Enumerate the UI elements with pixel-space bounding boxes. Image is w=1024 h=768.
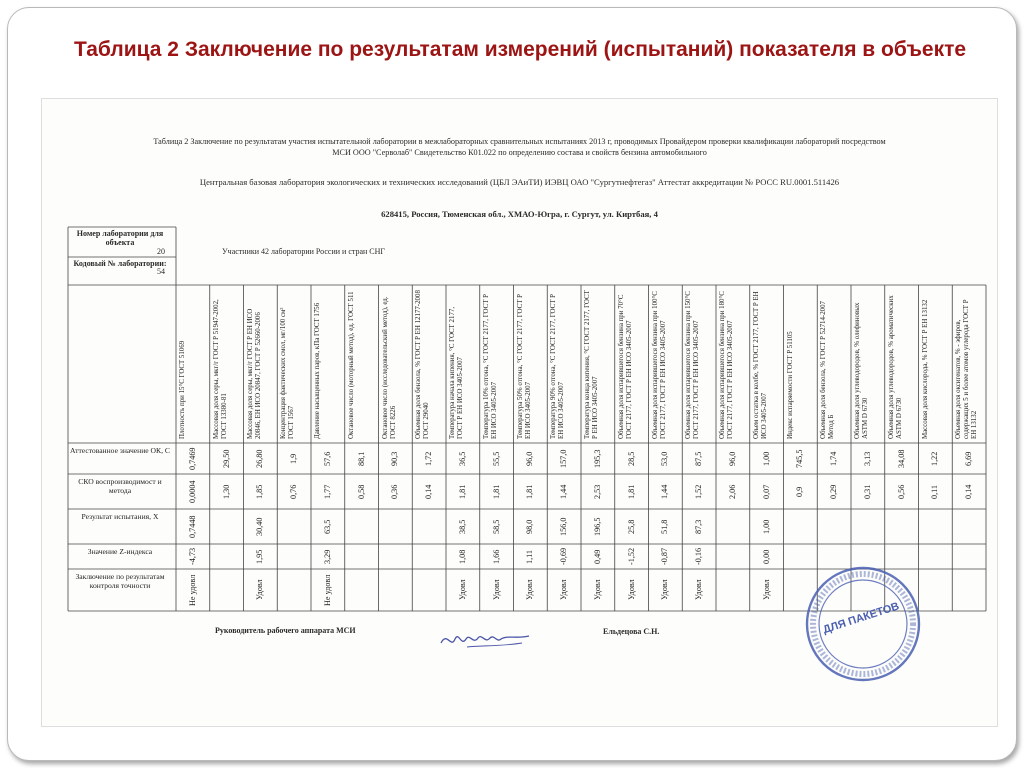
column-header: Температура конца кипения, °С ГОСТ 2177, ГОСТ Р ЕН ИСО 3405-2007	[584, 290, 599, 439]
table-cell: 1,22	[930, 451, 940, 466]
round-stamp-icon	[799, 559, 929, 689]
table-cell: 6,69	[964, 451, 974, 466]
table-cell: 2,06	[727, 484, 737, 499]
row-label: Аттестованное значение ОК, С	[70, 446, 170, 455]
table-cell: 53,0	[660, 451, 670, 466]
table-cell: Удовл	[592, 579, 602, 601]
table-cell: 51,8	[660, 519, 670, 534]
table-cell: Удовл	[626, 579, 636, 601]
table-cell: 0,36	[390, 484, 400, 499]
table-cell: 1,9	[289, 453, 299, 464]
table-cell: 55,5	[491, 451, 501, 466]
table-cell: -1,52	[626, 547, 636, 566]
table-cell: -0,87	[660, 547, 670, 566]
column-header: Массовая доля серы, мкг/г ГОСТ Р 51947-2002, ГОСТ 13380-81	[212, 299, 228, 439]
scanned-document	[41, 98, 998, 727]
table-cell: 58,5	[491, 519, 501, 534]
row-label: Заключение по результатам контроля точности	[75, 572, 165, 590]
table-cell: 1,00	[761, 519, 771, 534]
column-header: Массовая доля кислорода, % ГОСТ Р ЕН 13132	[921, 299, 929, 439]
code-value: 54	[157, 267, 165, 276]
table-cell: 1,81	[491, 484, 501, 499]
column-header: Индекс испаряемости ГОСТ Р 51105	[786, 331, 794, 439]
table-cell: 156,0	[559, 517, 569, 536]
table-cell: Удовл	[694, 579, 704, 601]
column-header: Октановое число (исследовательский метод), ед. ГОСТ 8226	[381, 296, 397, 439]
table-cell: Удовл	[255, 579, 265, 601]
table-cell: -4,73	[187, 547, 197, 566]
column-header: Объемная доля углеводородов, % олефиновых ASTM D 6730	[854, 302, 869, 439]
table-cell: 0,76	[289, 484, 299, 499]
table-cell: 1,81	[626, 484, 636, 499]
table-cell: 87,3	[694, 519, 704, 534]
table-cell: 0,29	[829, 484, 839, 499]
table-cell: 30,40	[255, 517, 265, 536]
table-cell: 0,7469	[187, 447, 197, 470]
column-header: Температура 10% отгона, °С ГОСТ 2177, ГОСТ Р ЕН ИСО 3405-2007	[482, 294, 498, 439]
table-cell: 1,81	[525, 484, 535, 499]
table-cell: 0,7448	[187, 515, 197, 538]
table-cell: 96,0	[525, 451, 535, 466]
table-cell: 196,5	[592, 517, 602, 536]
signer-name: Ельдецова С.Н.	[603, 627, 660, 636]
column-header: Концентрация фактических смол, мг/100 см³ ГОСТ 1567	[280, 307, 296, 439]
table-cell: 745,5	[795, 449, 805, 468]
table-cell: 0,07	[761, 484, 771, 499]
table-cell: 98,0	[525, 519, 535, 534]
table-cell: 63,5	[322, 519, 332, 534]
column-header: Объемная доля оксигенатов, % - эфиров, содержащих 5 и более атомов углерода ГОСТ Р ЕН 13132	[955, 299, 979, 439]
column-header: Объемная доля бензола, % ГОСТ Р ЕН 12177-2008 ГОСТ 29040	[415, 290, 431, 439]
table-cell: 1,11	[525, 549, 535, 564]
column-header: Объемная доля испарившегося бензина при 150°С ГОСТ 2177, ГОСТ Р ЕН ИСО 3405-2007	[685, 291, 701, 439]
table-cell: 1,74	[829, 451, 839, 466]
table-cell: 1,95	[255, 549, 265, 564]
signature-icon	[437, 627, 537, 653]
table-cell: 29,50	[221, 449, 231, 468]
table-cell: 1,44	[559, 484, 569, 499]
table-cell: 1,08	[457, 549, 467, 564]
table-cell: 1,30	[221, 484, 231, 499]
table-cell: Удовл	[660, 579, 670, 601]
column-header: Объемная доля испарившегося бензина при 180°С ГОСТ 2177, ГОСТ Р ЕН ИСО 3405-2007	[719, 291, 734, 439]
address-line: 628415, Россия, Тюменская обл., ХМАО-Югра, г. Сургут, ул. Киртбая, 4	[381, 209, 658, 219]
table-cell: 0,00	[761, 549, 771, 564]
slide-title: Таблица 2 Заключение по результатам измерений (испытаний) показателя в объекте	[73, 38, 967, 61]
table-cell: 0,49	[592, 549, 602, 564]
table-cell: Не удовл	[322, 574, 332, 606]
table-cell: 0,56	[896, 484, 906, 499]
column-header: Массовая доля серы, мкг/г ГОСТ Р ЕН ИСО 20846, ЕН ИСО 20847, ГОСТ Р 52660-2006	[246, 308, 262, 439]
table-cell: 87,5	[694, 451, 704, 466]
table-cell: 195,3	[592, 449, 602, 468]
stamp-text: ДЛЯ ПАКЕТОВ	[821, 600, 901, 637]
table-cell: 26,80	[255, 449, 265, 468]
column-header: Октановое число (моторный метод), ед. ГОСТ 511	[347, 291, 355, 439]
table-cell: 88,1	[356, 451, 366, 466]
column-header: Объемная доля бензола, % ГОСТ Р 52714-2007 Метод Б	[820, 301, 836, 439]
row-label: Результат испытания, Х	[81, 512, 159, 521]
table-cell: -0,16	[694, 547, 704, 566]
table-cell: 3,29	[322, 549, 332, 564]
table-cell: 1,44	[660, 484, 670, 499]
lab-number-label: Номер лаборатории для объекта	[76, 229, 164, 247]
column-header: Объем остатка в колбе, % ГОСТ 2177, ГОСТ Р ЕН ИСО 3405-2007	[752, 291, 768, 439]
table-cell: 1,66	[491, 549, 501, 564]
table-cell: 2,53	[592, 484, 602, 499]
table-cell: 0,11	[930, 484, 940, 499]
table-cell: Удовл	[525, 579, 535, 601]
table-cell: -0,69	[559, 547, 569, 566]
table-cell: 157,0	[559, 449, 569, 468]
row-label: СКО воспроизводимост и метода	[78, 477, 162, 495]
table-cell: 38,5	[457, 519, 467, 534]
table-cell: 28,5	[626, 451, 636, 466]
code-label: Кодовый № лаборатории:	[73, 259, 167, 268]
table-cell: 0,14	[964, 484, 974, 499]
participants-text: Участники 42 лаборатории России и стран СНГ	[222, 247, 386, 256]
table-cell: 0,58	[356, 484, 366, 499]
table-cell: 36,5	[457, 451, 467, 466]
table-cell: 3,13	[862, 451, 872, 466]
table-cell: 25,8	[626, 519, 636, 534]
column-header: Температура 90% отгона, °С ГОСТ 2177, ГОСТ Р ЕН ИСО 3405-2007	[550, 294, 566, 439]
table-cell: 0,14	[424, 484, 434, 499]
table-cell: Не удовл	[187, 574, 197, 606]
signer-title: Руководитель рабочего аппарата МСИ	[215, 626, 356, 635]
slide-frame	[7, 7, 1017, 761]
column-header: Объемная доля испарившегося бензина при 100°С ГОСТ 2177, ГОСТ Р ЕН ИСО 3405-2007	[651, 291, 667, 439]
column-header: Объемная доля испарившегося бензина при 70°С ГОСТ 2177, ГОСТ Р ЕН ИСО 3405-2007	[617, 294, 633, 439]
lab-number-value: 20	[157, 247, 165, 256]
table-cell: 1,85	[255, 484, 265, 499]
table-cell: 90,3	[390, 451, 400, 466]
table-cell: 1,52	[694, 484, 704, 499]
column-header: Плотность при 15°С ГОСТ 51069	[179, 340, 186, 439]
table-cell: 1,00	[761, 451, 771, 466]
table-cell: 0,9	[795, 486, 805, 497]
table-cell: 0,0004	[187, 480, 197, 503]
table-cell: Удовл	[761, 579, 771, 601]
table-cell: 96,0	[727, 451, 737, 466]
doc-heading-line-2: МСИ ООО "Серволаб" Свидетельство К01.022 по определению состава и свойств бензина автомобильного	[332, 148, 707, 157]
table-cell: 34,08	[896, 449, 906, 468]
column-header: Температура начала кипения, °С ГОСТ 2177, ГОСТ Р ЕН ИСО 3405-2007	[449, 306, 464, 439]
table-cell: 57,6	[322, 451, 332, 466]
table-cell: 1,77	[322, 484, 332, 499]
table-cell: Удовл	[457, 579, 467, 601]
column-header: Температура 50% отгона, °С ГОСТ 2177, ГОСТ Р ЕН ИСО 3405-2007	[516, 294, 532, 439]
table-cell: 1,72	[424, 451, 434, 466]
table-cell: Удовл	[491, 579, 501, 601]
table-cell: Удовл	[559, 579, 569, 601]
column-header: Давление насыщенных паров, кПа ГОСТ 1756	[314, 302, 321, 439]
lab-name-line: Центральная базовая лаборатория экологических и технических исследований (ЦБЛ ЭАиТИ) ИЭВЦ ОАО "Сургутнефтегаз" Аттестат аккредитации № РОСС RU.0001.511426	[199, 177, 840, 187]
doc-heading-line-1: Таблица 2 Заключение по результатам участия испытательной лаборатории в межлабораторных сравнительных испытаниях 2013 г, проводимых Провайдером проверки квалификации лабораторий посредством	[153, 137, 886, 146]
column-header: Объемная доля углеводородов, % ароматических ASTM D 6730	[887, 295, 903, 439]
table-cell: 0,31	[862, 484, 872, 499]
row-label: Значение Z-индекса	[87, 547, 153, 556]
table-cell: 1,81	[457, 484, 467, 499]
